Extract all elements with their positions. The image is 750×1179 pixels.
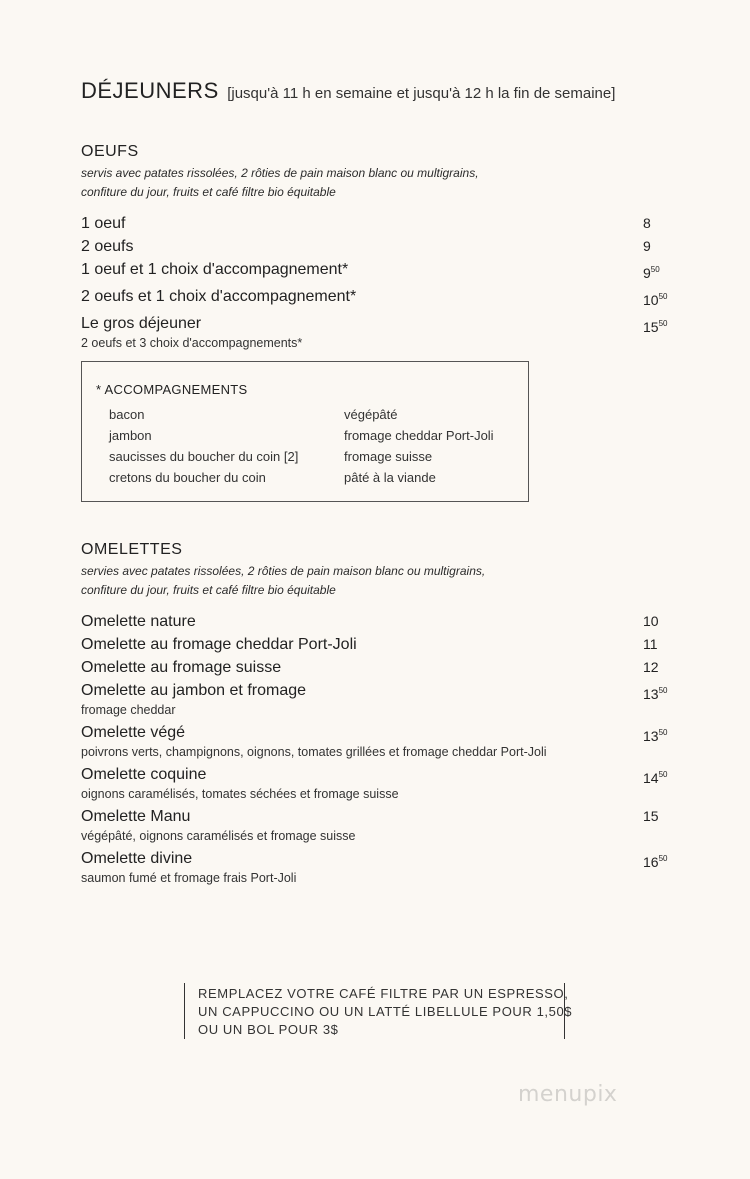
watermark-logo: menupix <box>518 1082 618 1107</box>
section-title: OMELETTES <box>81 541 183 558</box>
page-header <box>81 78 615 104</box>
menu-item <box>81 805 671 847</box>
menu-item-name: 2 oeufs et 1 choix d'accompagnement* <box>81 288 357 305</box>
menu-item <box>81 285 671 312</box>
accompagnement-item: bacon <box>109 407 145 422</box>
menu-item-description: 2 oeufs et 3 choix d'accompagnements* <box>81 336 303 350</box>
menu-item-name: Le gros déjeuner <box>81 315 202 332</box>
menu-item-price: $13^{50}$ <box>643 686 668 702</box>
menu-item <box>81 633 671 656</box>
menu-item <box>81 721 671 763</box>
menu-item-description: oignons caramélisés, tomates séchées et fromage suisse <box>81 787 399 801</box>
menu-item-name: Omelette Manu <box>81 808 191 825</box>
menu-item-description: poivrons verts, champignons, oignons, tomates grillées et fromage cheddar Port-Joli <box>81 745 547 759</box>
section-oeufs <box>81 142 671 354</box>
accompagnement-item: pâté à la viande <box>344 470 436 485</box>
section-description-line: confiture du jour, fruits et café filtre bio équitable <box>81 583 336 597</box>
section-description <box>81 164 671 202</box>
menu-item-price: $16^{50}$ <box>643 854 668 870</box>
menu-item-text <box>81 258 348 281</box>
menu-item-name: Omelette végé <box>81 724 186 741</box>
menu-item-description: saumon fumé et fromage frais Port-Joli <box>81 871 297 885</box>
menu-item-name: 1 oeuf <box>81 215 126 232</box>
coffee-upgrade-note <box>184 983 573 1039</box>
menu-item-price-cents: 50 <box>658 292 668 301</box>
menu-item <box>81 258 671 285</box>
menu-item-price: 10 <box>643 613 659 629</box>
menu-item-price-cents: 50 <box>658 728 668 737</box>
menu-item-text <box>81 312 302 354</box>
menu-item-price: $14^{50}$ <box>643 770 668 786</box>
menu-item-price: $10^{50}$ <box>643 292 668 308</box>
menu-item <box>81 610 671 633</box>
menu-item-text <box>81 235 133 258</box>
accompagnement-item: saucisses du boucher du coin [2] <box>109 449 299 464</box>
menu-item-price: 9 <box>643 238 651 254</box>
menu-item-price: $15^{50}$ <box>643 319 668 335</box>
menu-item-price: 15 <box>643 808 659 824</box>
menu-item-name: Omelette nature <box>81 613 196 630</box>
section-description-line: servis avec patates rissolées, 2 rôties de pain maison blanc ou multigrains, <box>81 166 479 180</box>
menu-item-text <box>81 656 281 679</box>
menu-item-price-cents: 50 <box>658 686 668 695</box>
menu-item-name: 2 oeufs <box>81 238 134 255</box>
menu-item-text <box>81 285 356 308</box>
menu-item-text <box>81 805 355 847</box>
menu-item-price-cents: 50 <box>658 319 668 328</box>
note-line: UN CAPPUCCINO OU UN LATTÉ LIBELLULE POUR 1,50$ <box>198 1004 573 1019</box>
menu-items-list <box>81 212 671 354</box>
section-description-line: confiture du jour, fruits et café filtre bio équitable <box>81 185 336 199</box>
menu-item-price: $9^{50}$ <box>643 265 660 281</box>
menu-item-price: 8 <box>643 215 651 231</box>
accompagnement-item: jambon <box>109 428 152 443</box>
menu-item-name: 1 oeuf et 1 choix d'accompagnement* <box>81 261 349 278</box>
menu-item <box>81 212 671 235</box>
menu-item-description: végépâté, oignons caramélisés et fromage suisse <box>81 829 356 843</box>
menu-item-text <box>81 847 296 889</box>
menu-item-name: Omelette au jambon et fromage <box>81 682 307 699</box>
menu-item-text <box>81 763 399 805</box>
menu-item-text <box>81 721 547 763</box>
page-title: DÉJEUNERS <box>81 78 219 103</box>
menu-item-name: Omelette au fromage cheddar Port-Joli <box>81 636 357 653</box>
accompagnement-item: cretons du boucher du coin <box>109 470 266 485</box>
page-subtitle: [jusqu'à 11 h en semaine et jusqu'à 12 h la fin de semaine] <box>227 85 616 102</box>
accompagnement-item: végépâté <box>344 407 398 422</box>
menu-item <box>81 312 671 354</box>
section-title: OEUFS <box>81 143 139 160</box>
accompagnement-item: fromage suisse <box>344 449 433 464</box>
menu-items-list <box>81 610 671 889</box>
section-omelettes <box>81 540 671 889</box>
note-line: REMPLACEZ VOTRE CAFÉ FILTRE PAR UN ESPRESSO, <box>198 986 569 1001</box>
menu-item-price-cents: 50 <box>658 770 668 779</box>
menu-item-description: fromage cheddar <box>81 703 176 717</box>
accompagnements-box <box>81 361 529 502</box>
section-description <box>81 562 671 600</box>
menu-item-name: Omelette au fromage suisse <box>81 659 282 676</box>
menu-item <box>81 656 671 679</box>
menu-item <box>81 679 671 721</box>
menu-item-price: $13^{50}$ <box>643 728 668 744</box>
menu-item-price: 12 <box>643 659 659 675</box>
menu-item-text <box>81 633 357 656</box>
accompagnements-column <box>109 404 298 488</box>
menu-item-price-cents: 50 <box>650 265 660 274</box>
menu-item-text <box>81 212 125 235</box>
menu-item-text <box>81 610 196 633</box>
note-line: OU UN BOL POUR 3$ <box>198 1022 339 1037</box>
accompagnements-column <box>344 404 494 488</box>
menu-item-price-cents: 50 <box>658 854 668 863</box>
accompagnements-title: * ACCOMPAGNEMENTS <box>96 382 248 397</box>
accompagnement-item: fromage cheddar Port-Joli <box>344 428 494 443</box>
menu-item-price: 11 <box>643 636 658 652</box>
menu-item <box>81 763 671 805</box>
menu-item-name: Omelette coquine <box>81 766 207 783</box>
section-description-line: servies avec patates rissolées, 2 rôties de pain maison blanc ou multigrains, <box>81 564 486 578</box>
menu-item-name: Omelette divine <box>81 850 193 867</box>
menu-item <box>81 847 671 889</box>
menu-item-text <box>81 679 306 721</box>
menu-item <box>81 235 671 258</box>
